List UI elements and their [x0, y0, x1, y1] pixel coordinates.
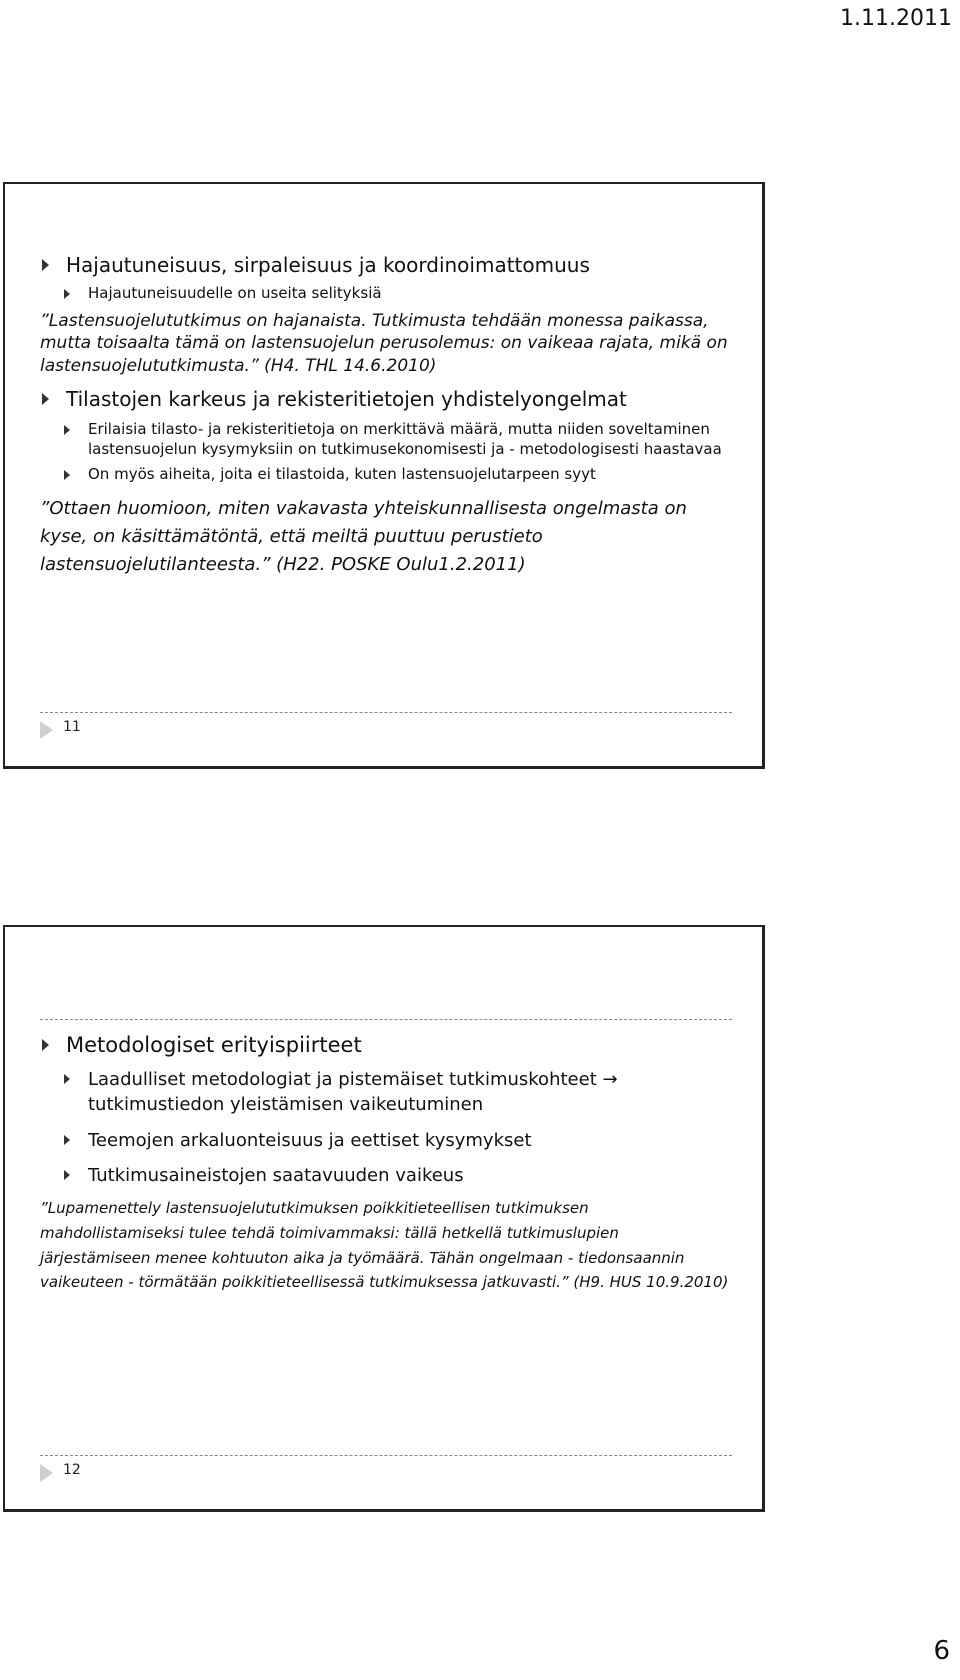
sub-bullet-qualitative [62, 1067, 732, 1117]
slide-arrow-icon [40, 721, 53, 739]
bullet-text: Tilastojen karkeus ja rekisteritietojen yhdistelyongelmat [66, 387, 627, 412]
bullet-triangle-icon [64, 289, 70, 299]
quote-hus: ”Lupamenettely lastensuojelututkimuksen poikkitieteellisen tutkimuksen mahdollistamiseksi tulee tehdä toimivammaksi: tällä hetkellä tutkimuslupien järjestämiseen menee kohtuuton aika ja työmäärä. Tähän ongelmaan - tiedonsaannin vaikeuteen - törmätään poikkitieteellisessä tutkimuksessa jatkuvasti.” (H9. HUS 10.9.2010) [40, 1199, 729, 1292]
page-date: 1.11.2011 [840, 6, 952, 31]
sub-bullet-text: Tutkimusaineistojen saatavuuden vaikeus [88, 1164, 464, 1186]
bullet-triangle-icon [42, 1039, 49, 1051]
sub-bullet-text: Laadulliset metodologiat ja pistemäiset tutkimuskohteet → tutkimustiedon yleistämisen vaikeutuminen [88, 1069, 618, 1116]
slide-number: 11 [63, 719, 81, 735]
slide-body [40, 252, 732, 578]
sub-bullet-sensitivity [62, 1128, 732, 1153]
bullet-text: Hajautuneisuus, sirpaleisuus ja koordinoimattomuus [66, 253, 590, 277]
slide-arrow-icon [40, 1464, 53, 1482]
sub-bullet-data-access [62, 1163, 732, 1188]
header-divider [40, 1019, 732, 1020]
bullet-triangle-icon [64, 1074, 70, 1084]
bullet-triangle-icon [64, 425, 70, 435]
sub-bullet-text: Teemojen arkaluonteisuus ja eettiset kysymykset [88, 1129, 532, 1151]
sub-bullet-text: Hajautuneisuudelle on useita selityksiä [88, 284, 382, 302]
slide-11 [3, 182, 765, 769]
bullet-triangle-icon [42, 393, 49, 405]
bullet-triangle-icon [64, 470, 70, 480]
slide-number: 12 [63, 1462, 81, 1478]
bullet-fragmentation [40, 252, 732, 278]
sub-bullet-text: On myös aiheita, joita ei tilastoida, kuten lastensuojelutarpeen syyt [88, 465, 596, 484]
sub-bullet-explanations [62, 284, 732, 304]
quote-thl: ”Lastensuojelututkimus on hajanaista. Tutkimusta tehdään monessa paikassa, mutta toisaalta tämä on lastensuojelun perusolemus: on vaikeaa rajata, mikä on lastensuojelututkimusta.” (H4. THL 14.6.2010) [40, 310, 728, 377]
slide-body [40, 1032, 732, 1295]
bullet-triangle-icon [64, 1135, 70, 1145]
bullet-triangle-icon [64, 1170, 70, 1180]
sub-bullet-registers [62, 420, 732, 459]
footer-divider [40, 712, 732, 713]
bullet-triangle-icon [42, 259, 49, 271]
sub-bullet-untracked-topics [62, 465, 732, 485]
quote-poske: ”Ottaen huomioon, miten vakavasta yhteiskunnallisesta ongelmasta on kyse, on käsittämätöntä, että meiltä puuttuu perustieto lastensuojelutilanteesta.” (H22. POSKE Oulu1.2.2011) [40, 497, 687, 575]
footer-divider [40, 1455, 732, 1456]
sub-bullet-text: Erilaisia tilasto- ja rekisteritietoja on merkittävä määrä, mutta niiden soveltaminen lastensuojelun kysymyksiin on tutkimusekonomisesti ja - metodologisesti haastavaa [88, 420, 722, 458]
bullet-statistics [40, 386, 732, 412]
bullet-text: Metodologiset erityispiirteet [66, 1033, 362, 1057]
slide-12 [3, 925, 765, 1512]
page-number: 6 [933, 1636, 950, 1666]
bullet-methodology [40, 1032, 732, 1059]
